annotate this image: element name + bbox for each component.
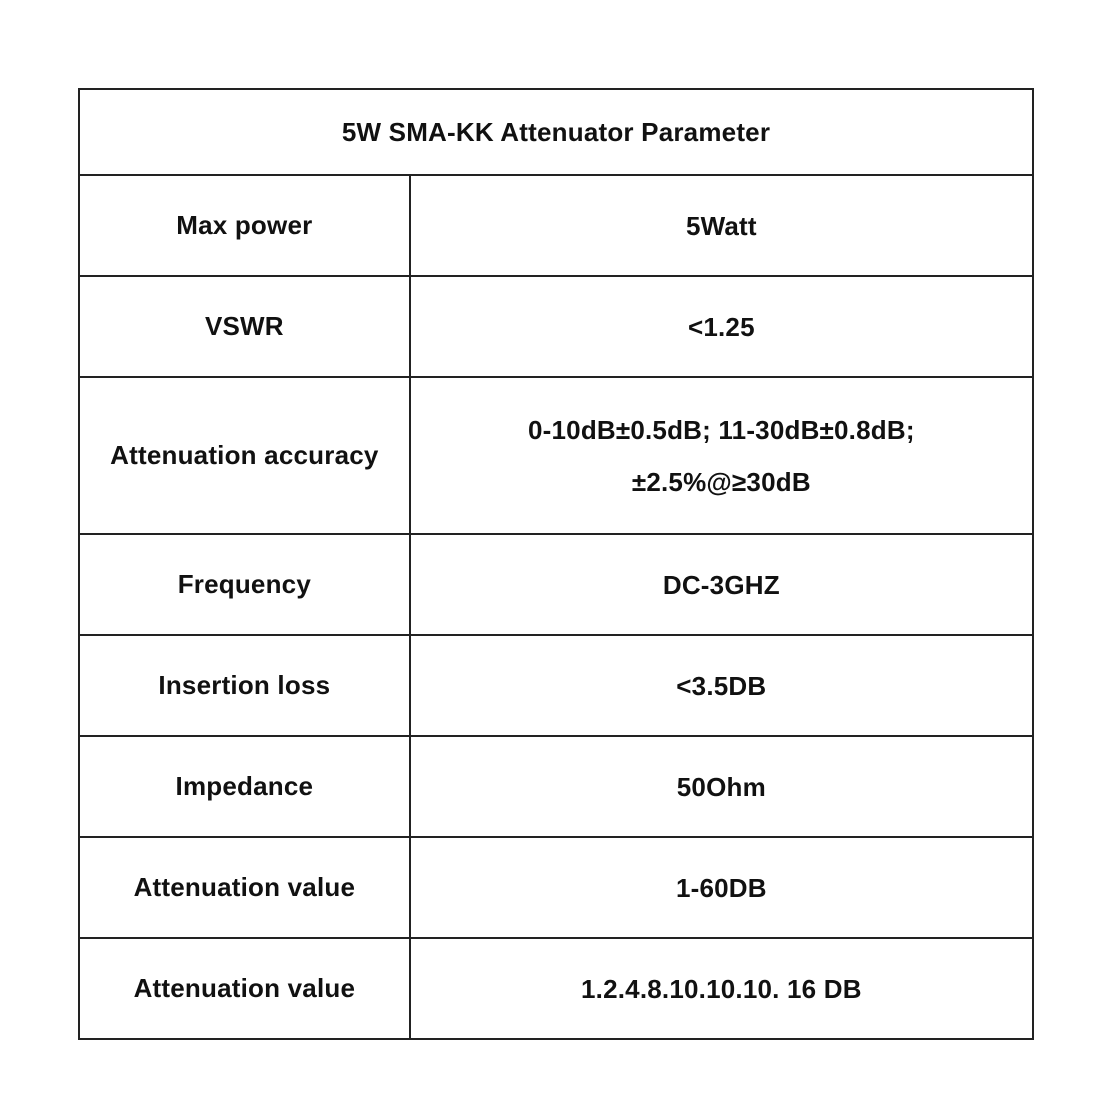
- parameter-table: [78, 88, 1034, 1040]
- param-value-line: DC-3GHZ: [662, 569, 780, 600]
- table-row: [79, 837, 1033, 938]
- param-value-line: <3.5DB: [676, 670, 767, 701]
- param-value-line: <1.25: [687, 311, 755, 342]
- param-value-line: 50Ohm: [676, 771, 766, 802]
- table-title-row: [79, 89, 1033, 175]
- table-row: [79, 534, 1033, 635]
- table-row: [79, 635, 1033, 736]
- param-label: Impedance: [79, 736, 410, 837]
- param-value-line: 1.2.4.8.10.10.10. 16 DB: [581, 973, 862, 1004]
- param-label: VSWR: [79, 276, 410, 377]
- table-row: [79, 276, 1033, 377]
- table-row: [79, 736, 1033, 837]
- param-value: [410, 837, 1033, 938]
- param-label: Frequency: [79, 534, 410, 635]
- param-value-line: 0-10dB±0.5dB; 11-30dB±0.8dB;: [527, 414, 915, 445]
- table-row: [79, 938, 1033, 1039]
- table-row: [79, 377, 1033, 534]
- param-value-line: 1-60DB: [675, 872, 767, 903]
- param-label: Attenuation value: [79, 837, 410, 938]
- param-value: [410, 635, 1033, 736]
- param-label: Max power: [79, 175, 410, 276]
- param-value: [410, 938, 1033, 1039]
- table-row: [79, 175, 1033, 276]
- param-value: [410, 276, 1033, 377]
- param-value-line: ±2.5%@≥30dB: [631, 466, 811, 497]
- param-label: Insertion loss: [79, 635, 410, 736]
- param-value-line: 5Watt: [685, 210, 757, 241]
- param-value: [410, 736, 1033, 837]
- param-label: Attenuation accuracy: [79, 377, 410, 534]
- param-value: [410, 534, 1033, 635]
- param-value: [410, 175, 1033, 276]
- param-value: [410, 377, 1033, 534]
- table-title: 5W SMA-KK Attenuator Parameter: [79, 89, 1033, 175]
- param-label: Attenuation value: [79, 938, 410, 1039]
